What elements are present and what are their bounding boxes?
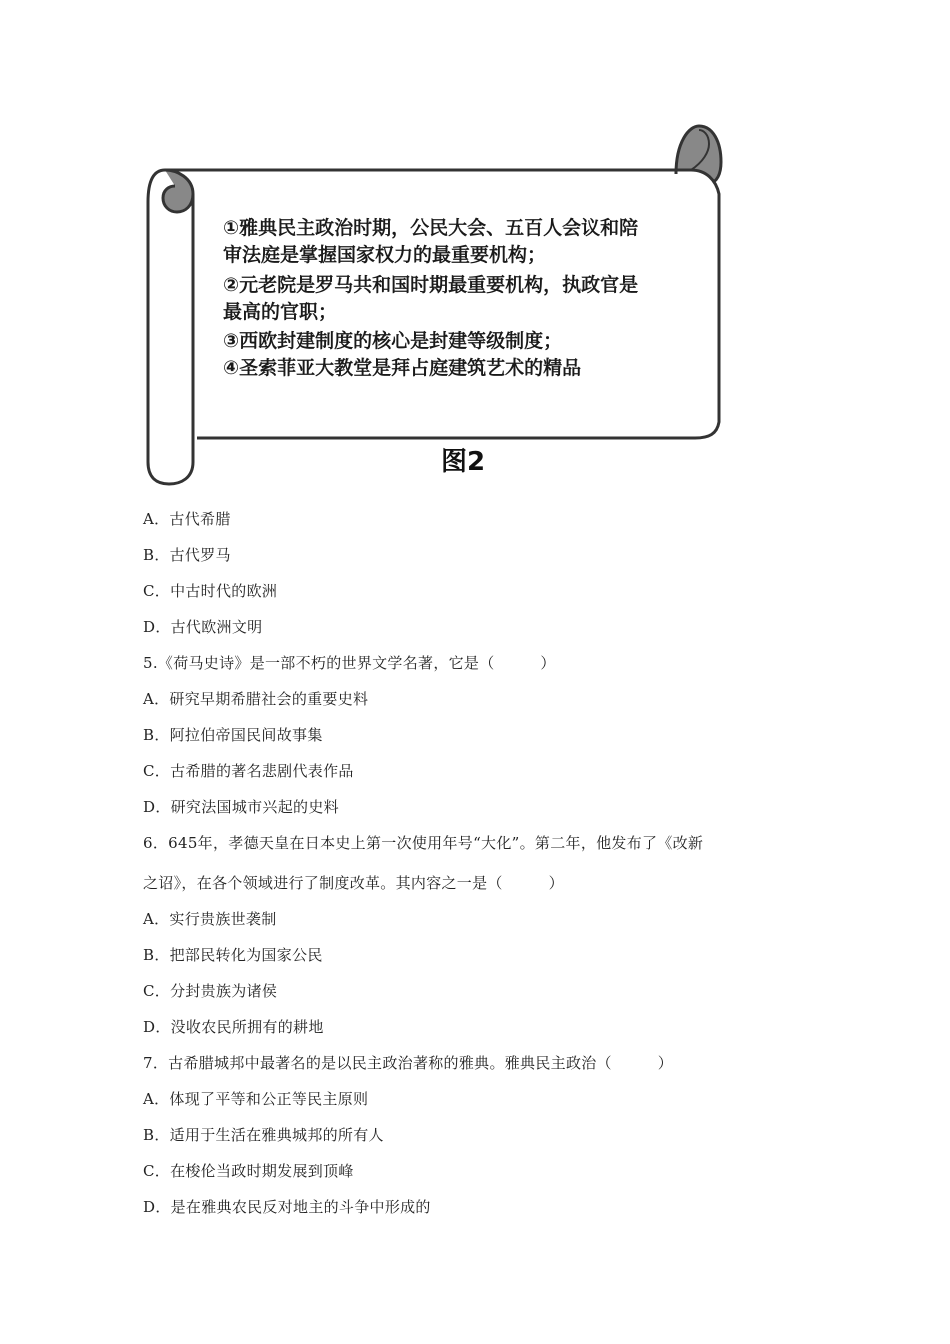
scroll-figure [143,122,723,487]
q7-option-b: B．适用于生活在雅典城邦的所有人 [143,1126,384,1144]
scroll-line-6: ④圣索菲亚大教堂是拜占庭建筑艺术的精品 [223,357,582,379]
scroll-line-2: 审法庭是掌握国家权力的最重要机构； [223,244,547,266]
q6-stem-line1: 6．645年，孝德天皇在日本史上第一次使用年号“大化”。第二年，他发布了《改新 [143,834,704,852]
q4-option-c: C．中古时代的欧洲 [143,582,278,600]
scroll-line-4: 最高的官职； [223,301,338,323]
scroll-line-1: ①雅典民主政治时期，公民大会、五百人会议和陪 [223,217,639,239]
q4-option-b: B．古代罗马 [143,546,231,564]
q6-option-c: C．分封贵族为诸侯 [143,982,278,1000]
q7-option-a: A．体现了平等和公正等民主原则 [143,1090,369,1108]
scroll-line-5: ③西欧封建制度的核心是封建等级制度； [223,330,563,352]
scroll-line-3: ②元老院是罗马共和国时期最重要机构，执政官是 [223,274,639,296]
q5-option-d: D．研究法国城市兴起的史料 [143,798,339,816]
q7-option-c: C．在梭伦当政时期发展到顶峰 [143,1162,354,1180]
q4-option-d: D．古代欧洲文明 [143,618,263,636]
q6-option-a: A．实行贵族世袭制 [143,910,277,928]
q5-option-b: B．阿拉伯帝国民间故事集 [143,726,323,744]
q4-option-a: A．古代希腊 [143,510,231,528]
q6-option-b: B．把部民转化为国家公民 [143,946,323,964]
q5-option-c: C．古希腊的著名悲剧代表作品 [143,762,354,780]
scroll-illustration [143,122,723,487]
q5-option-a: A．研究早期希腊社会的重要史料 [143,690,369,708]
q5-stem: 5.《荷马史诗》是一部不朽的世界文学名著，它是（ ） [143,654,556,672]
q7-option-d: D．是在雅典农民反对地主的斗争中形成的 [143,1198,431,1216]
q7-stem: 7．古希腊城邦中最著名的是以民主政治著称的雅典。雅典民主政治（ ） [143,1054,674,1072]
q6-stem-line2: 之诏》，在各个领域进行了制度改革。其内容之一是（ ） [143,874,564,892]
q6-option-d: D．没收农民所拥有的耕地 [143,1018,324,1036]
figure-caption: 图2 [441,447,486,477]
